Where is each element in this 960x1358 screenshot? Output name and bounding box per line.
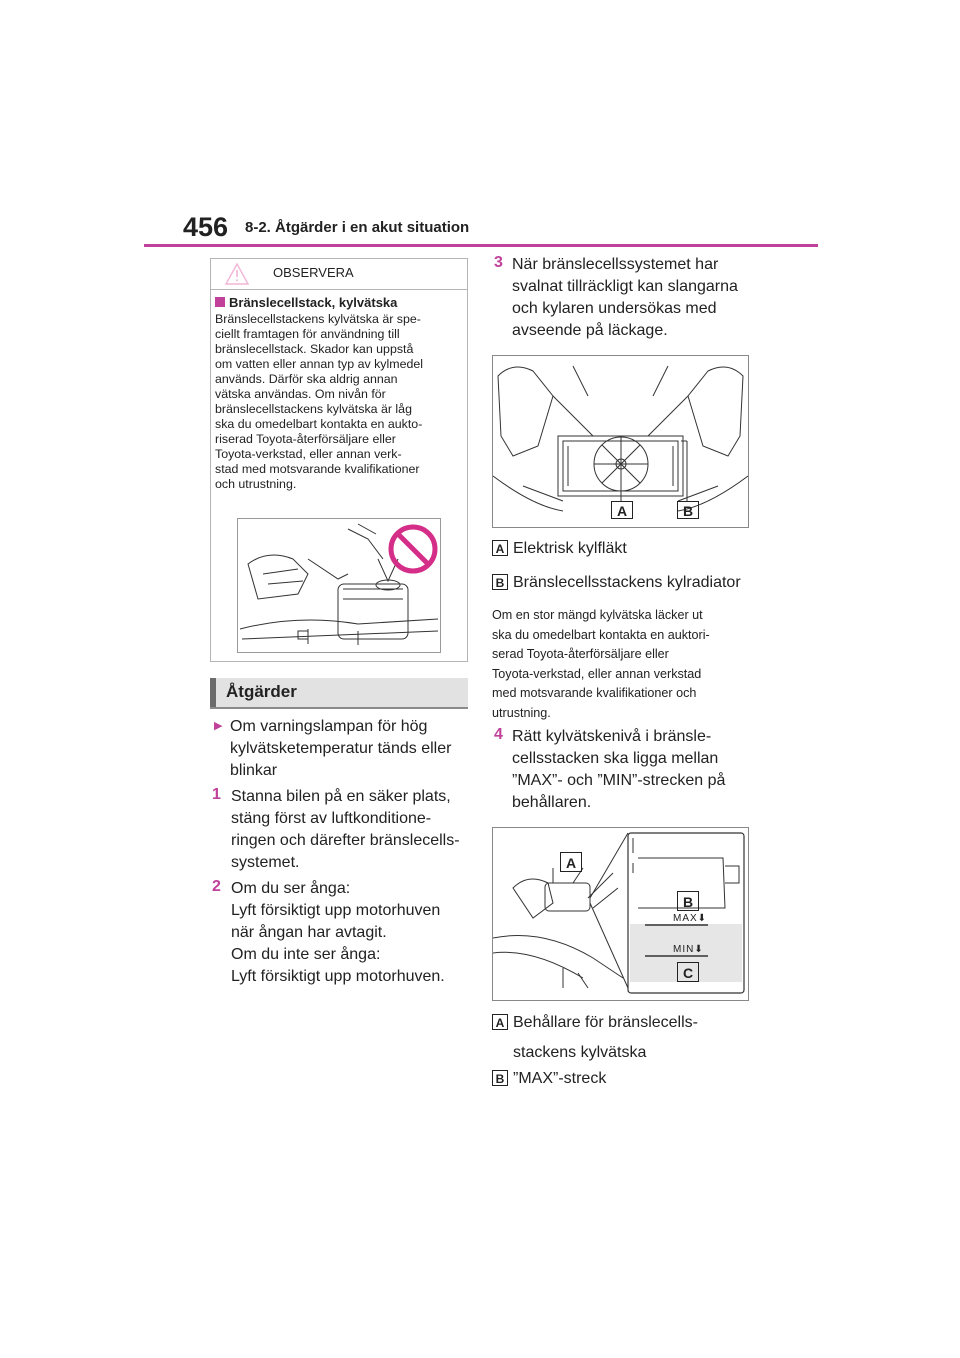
note-line: Om en stor mängd kylvätska läcker ut [492, 608, 703, 622]
note-line: utrustning. [492, 705, 551, 720]
arrow-down-icon: ⬇ [697, 913, 708, 924]
page-number: 456 [183, 212, 229, 242]
reservoir-illustration [493, 828, 748, 1000]
caution-line: vätska användas. Om nivån för [215, 387, 386, 401]
step-line: ringen och därefter bränslecells- [231, 832, 460, 849]
figure-callout-a: A [611, 501, 633, 519]
step-line: Lyft försiktigt upp motorhuven [231, 902, 441, 919]
section-heading [210, 678, 468, 708]
step-3-text [512, 254, 762, 342]
legend-key: A [492, 1014, 508, 1030]
note-line: ska du omedelbart kontakta en auktori- [492, 627, 710, 642]
step-line: Lyft försiktigt upp motorhuven. [231, 968, 445, 985]
header-rule [144, 244, 818, 247]
leak-note [492, 606, 752, 723]
legend-key: A [492, 540, 508, 556]
step-line: stäng först av luftkonditione- [231, 810, 432, 827]
step-line: Om du ser ånga: [231, 880, 351, 897]
arrow-down-icon: ⬇ [694, 944, 704, 955]
caution-box [210, 258, 468, 662]
note-line: Toyota-verkstad, eller annan verkstad [492, 666, 702, 681]
caution-line: Toyota-verkstad, eller annan verk- [215, 447, 402, 461]
coolant-filling-illustration [238, 519, 440, 652]
caution-line: riserad Toyota-återförsäljare eller [215, 432, 396, 446]
figure-callout-b: B [677, 501, 699, 519]
radiator-figure [492, 355, 749, 528]
step-line: Rätt kylvätskenivå i bränsle- [512, 728, 712, 745]
step-line: Om du inte ser ånga: [231, 946, 381, 963]
caution-header [211, 259, 467, 290]
bullet-condition [230, 716, 470, 782]
min-label-text: MIN [673, 944, 695, 955]
note-line: serad Toyota-återförsäljare eller [492, 647, 669, 661]
caution-heading [215, 295, 397, 310]
legend-text: ”MAX”-streck [513, 1070, 607, 1087]
legend-text: Elektrisk kylfläkt [513, 540, 627, 557]
step-line: och kylaren undersökas med [512, 300, 717, 317]
note-line: med motsvarande kvalifikationer och [492, 686, 697, 700]
max-label [673, 913, 707, 924]
step-4-text [512, 726, 762, 814]
figure-callout-c: C [677, 962, 699, 982]
caution-line: om vatten eller annan typ av kylmedel [215, 357, 423, 371]
step-line: Stanna bilen på en säker plats, [231, 788, 451, 805]
step-line: svalnat tillräckligt kan slangarna [512, 278, 738, 295]
step-2-text [231, 878, 471, 988]
caution-text [215, 312, 465, 492]
max-label-text: MAX [673, 913, 698, 924]
caution-line: bränslecellstackens kylvätska är låg [215, 402, 412, 416]
bullet-line: blinkar [230, 762, 278, 779]
legend-key: B [492, 574, 508, 590]
legend-line: Behållare för bränslecells- [513, 1014, 698, 1031]
step-line: avseende på läckage. [512, 322, 668, 339]
section-heading-text: Åtgärder [226, 682, 297, 701]
legend-text: Bränslecellsstackens kylradiator [513, 574, 741, 591]
section-title: 8-2. Åtgärder i en akut situation [245, 219, 470, 236]
step-line: när ångan har avtagit. [231, 924, 387, 941]
caution-line: Bränslecellstackens kylvätska är spe- [215, 312, 421, 326]
caution-heading-text: Bränslecellstack, kylvätska [229, 295, 398, 310]
legend-line: stackens kylvätska [513, 1044, 647, 1061]
caution-line: bränslecellstack. Skador kan uppstå [215, 342, 414, 356]
step-line: När bränslecellssystemet har [512, 256, 719, 273]
step-line: systemet. [231, 854, 300, 871]
step-number: 2 [212, 878, 221, 895]
warning-triangle-icon [225, 263, 249, 285]
min-label [673, 944, 704, 955]
caution-line: och utrustning. [215, 477, 297, 491]
step-1-text [231, 786, 471, 874]
legend-text [513, 1008, 698, 1068]
bullet-line: Om varningslampan för hög [230, 718, 428, 735]
prohibited-icon [391, 527, 435, 571]
bullet-line: kylvätsketemperatur tänds eller [230, 740, 452, 757]
heading-square-icon [215, 297, 225, 307]
section-heading-rule [210, 707, 468, 709]
step-line: cellsstacken ska ligga mellan [512, 750, 719, 767]
caution-line: ska du omedelbart kontakta en aukto- [215, 417, 423, 431]
step-number: 3 [494, 254, 503, 271]
caution-line: ciellt framtagen för användning till [215, 327, 400, 341]
legend-key: B [492, 1070, 508, 1086]
caution-line: används. Därför ska aldrig annan [215, 372, 398, 386]
caution-line: stad med motsvarande kvalifikationer [215, 462, 420, 476]
reservoir-figure [492, 827, 749, 1001]
caution-illustration [237, 518, 441, 653]
bullet-arrow-icon: ▶ [214, 720, 223, 732]
step-line: ”MAX”- och ”MIN”-strecken på [512, 772, 726, 789]
figure-callout-a: A [560, 852, 582, 872]
figure-callout-b: B [677, 891, 699, 911]
step-number: 4 [494, 726, 503, 743]
step-line: behållaren. [512, 794, 592, 811]
step-number: 1 [212, 786, 221, 803]
caution-label: OBSERVERA [273, 265, 354, 280]
